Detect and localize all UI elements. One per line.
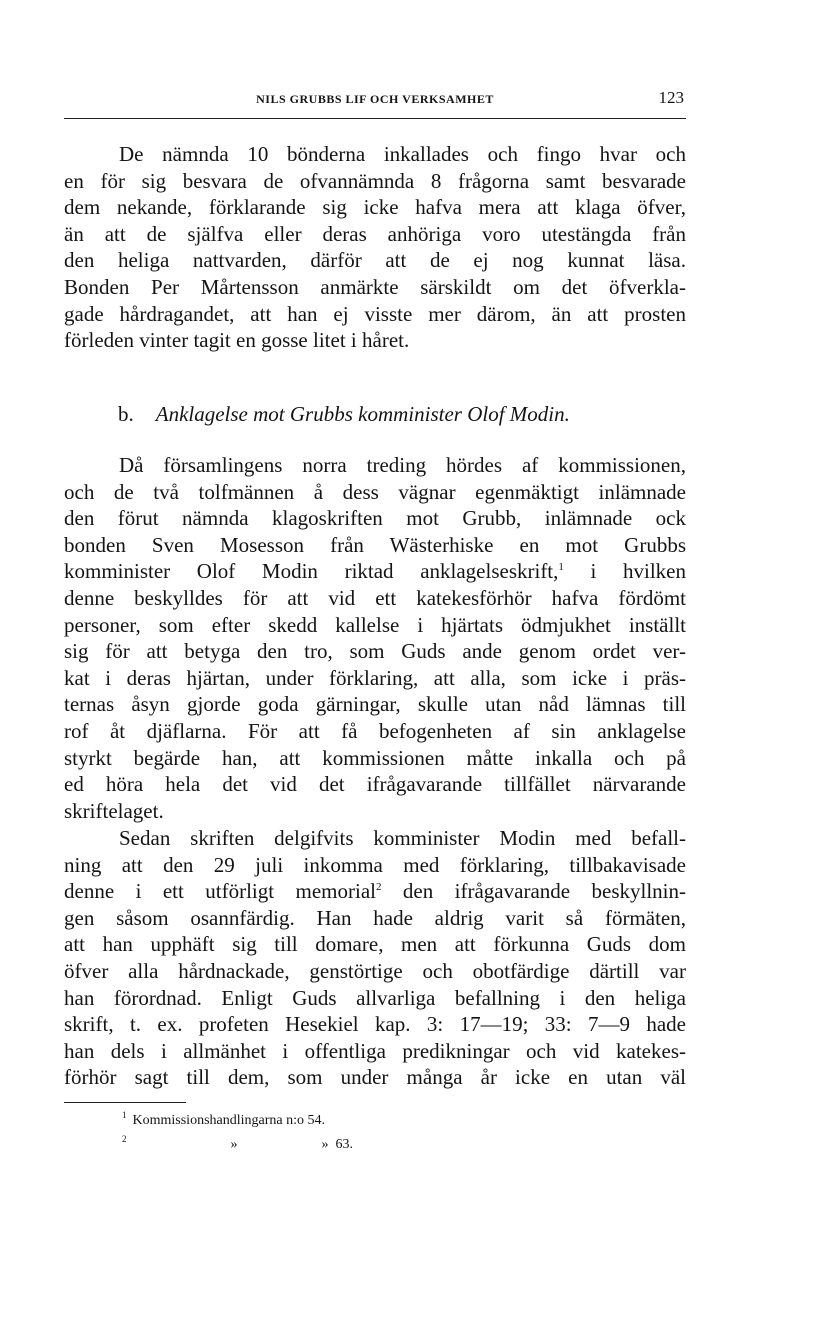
text-line: gade hårdragandet, att han ej visste mer därom, än att prosten — [64, 301, 686, 326]
footnote-divider — [64, 1102, 186, 1103]
text-line: skriftelaget. — [64, 798, 164, 823]
text-line: förhör sagt till dem, som under många år icke en utan väl — [64, 1065, 686, 1090]
footnote-ref: 1 — [558, 561, 564, 574]
text-line: han dels i allmänhet i offentliga predikningar och vid katekes- — [64, 1038, 686, 1063]
running-header — [64, 88, 686, 119]
running-title: NILS GRUBBS LIF OCH VERKSAMHET — [256, 92, 494, 106]
text-line — [64, 558, 686, 585]
text-line: skrift, t. ex. profeten Hesekiel kap. 3: 17—19; 33: 7—9 hade — [64, 1012, 686, 1037]
text-line: styrkt begärde han, att kommissionen måtte inkalla och på — [64, 745, 686, 770]
text-line: Sedan skriften delgifvits komminister Modin med befall- — [119, 826, 686, 850]
text-line: denne beskylldes för att vid ett katekesförhör hafva fördömt — [64, 585, 686, 610]
text-line: ternas åsyn gjorde goda gärningar, skulle utan nåd lämnas till — [64, 692, 686, 717]
text-line: en för sig besvara de ofvannämnda 8 frågorna samt besvarade — [64, 168, 686, 193]
text-line: Då församlingens norra treding hördes af kommissionen, — [119, 453, 686, 477]
footnote-text: 63. — [335, 1137, 353, 1152]
text-line: kat i deras hjärtan, under förklaring, att alla, som icke i präs- — [64, 665, 686, 690]
text-line: gen såsom osannfärdig. Han hade aldrig varit så förmäten, — [64, 905, 686, 930]
section-letter: b. — [118, 402, 134, 426]
section-heading — [118, 402, 570, 427]
footnote-mark: 1 — [122, 1110, 127, 1121]
text-segment: denne i ett utförligt memorial — [64, 879, 376, 904]
text-line: att han upphäft sig till domare, men att förkunna Guds dom — [64, 932, 686, 957]
text-segment: komminister Olof Modin riktad anklagelseskrift, — [64, 559, 559, 584]
paragraph-1 — [64, 141, 686, 354]
text-line: Bonden Per Mårtensson anmärkte särskildt om det öfverkla- — [64, 274, 686, 299]
ditto-mark: » — [321, 1137, 329, 1152]
text-segment: den ifrågavarande beskyllnin- — [381, 879, 686, 904]
section-title: Anklagelse mot Grubbs komminister Olof Modin. — [155, 402, 570, 426]
text-line: rof åt djäflarna. För att få befogenheten af sin anklagelse — [64, 718, 686, 743]
page-number: 123 — [658, 88, 684, 107]
text-line: den heliga nattvarden, därför att de ej nog kunnat läsa. — [64, 248, 686, 273]
text-line: De nämnda 10 bönderna inkallades och fingo hvar och — [119, 142, 686, 166]
text-line: ed höra hela det vid det ifrågavarande tillfället närvarande — [64, 772, 686, 797]
text-line: ning att den 29 juli inkomma med förklaring, tillbakavisade — [64, 852, 686, 877]
text-line: bonden Sven Mosesson från Wästerhiske en mot Grubbs — [64, 532, 686, 557]
footnote-mark: 2 — [122, 1134, 127, 1145]
text-line: öfver alla hårdnackade, genstörtige och obotfärdige därtill var — [64, 958, 686, 983]
ditto-mark: » — [230, 1137, 238, 1152]
footnote-text: Kommissionshandlingarna n:o 54. — [132, 1113, 325, 1128]
footnote-1 — [122, 1109, 353, 1133]
text-line: den förut nämnda klagoskriften mot Grubb, inlämnade ock — [64, 506, 686, 531]
paragraph-3 — [64, 825, 686, 1091]
text-line: förleden vinter tagit en gosse litet i håret. — [64, 328, 410, 353]
footnote-2 — [122, 1133, 353, 1157]
text-segment: i hvilken — [563, 559, 687, 584]
text-line: sig för att betyga den tro, som Guds ande genom ordet ver- — [64, 639, 686, 664]
footnotes — [122, 1109, 353, 1157]
text-line: och de två tolfmännen å dess vägnar egenmäktigt inlämnade — [64, 479, 686, 504]
text-line — [64, 878, 686, 905]
footnote-ref: 2 — [375, 881, 382, 894]
text-line: än att de själfva eller deras anhöriga voro utestängda från — [64, 221, 686, 246]
text-line: dem nekande, förklarande sig icke hafva mera att klaga öfver, — [64, 195, 686, 220]
paragraph-2 — [64, 452, 686, 824]
text-line: han förordnad. Enligt Guds allvarliga befallning i den heliga — [64, 985, 686, 1010]
text-line: personer, som efter skedd kallelse i hjärtats ödmjukhet inställt — [64, 612, 686, 637]
